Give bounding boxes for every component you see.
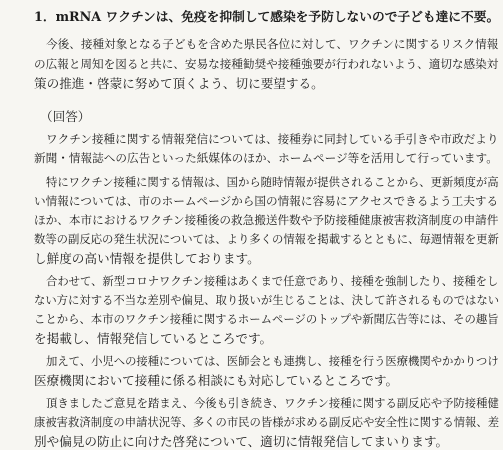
answer-p2-line-1: 特にワクチン接種に関する情報は、国から随時情報が提供されることから、更新頻度が高 (46, 175, 499, 189)
request-line-2: の広報と周知を図ると共に、安易な接種勧奨や接種強要が行われないよう、適切な感染対 (34, 57, 499, 71)
answer-p4-line-2: 医療機関において接種に係る相談にも対応しているところです。 (34, 373, 399, 388)
answer-label: （回答） (40, 109, 91, 124)
section-heading: 1．mRNA ワクチンは、免疫を抑制して感染を予防しないので子ども達に不要。 (34, 9, 500, 24)
answer-p2-line-4: 数等の副反応の発生状況については、より多くの情報を掲載するとともに、毎週情報を更新 (34, 232, 499, 246)
answer-p5-line-3: 別や偏見の防止に向けた啓発について、適切に情報発信してまいります。 (34, 434, 449, 449)
answer-p5-line-1: 頂きましたご意見を踏まえ、今後も引き続き、ワクチン接種に関する副反応や予防接種健 (46, 396, 499, 410)
request-line-3: 策の推進・啓蒙に努めて頂くよう、切に要望する。 (34, 76, 324, 91)
answer-p2-line-5: し鮮度の高い情報を提供しております。 (34, 251, 260, 266)
answer-p3-line-2: ない方に対する不当な差別や偏見、取り扱いが生じることは、決して許されるものではない (34, 293, 500, 307)
answer-p3-line-4: を掲載し、情報発信しているところです。 (34, 331, 273, 346)
request-line-1: 今後、接種対象となる子どもを含めた県民各位に対して、ワクチンに関するリスク情報 (46, 37, 499, 51)
answer-p3-line-1: 合わせて、新型コロナワクチン接種はあくまで任意であり、接種を強制したり、接種をし (46, 274, 499, 288)
answer-p1-line-2: 新聞・情報誌への広告といった紙媒体のほか、ホームページ等を活用して行っています。 (34, 151, 498, 165)
answer-p2-line-2: い情報については、市のホームページから国の情報に容易にアクセスできるよう工夫する (34, 194, 499, 208)
answer-p3-line-3: ことから、本市のワクチン接種に関するホームページのトップや新聞広告等には、その趣旨 (34, 312, 499, 326)
answer-p1-line-1: ワクチン接種に関する情報発信については、接種券に同封している手引きや市政だより (46, 132, 499, 146)
answer-p2-line-3: ほか、本市におけるワクチン接種後の救急搬送件数や予防接種健康被害救済制度の申請件 (34, 213, 499, 227)
answer-p4-line-1: 加えて、小児への接種については、医師会とも連携し、接種を行う医療機関やかかりつけ (46, 354, 499, 368)
answer-p5-line-2: 康被害救済制度の申請状況等、多くの市民の皆様が求める副反応や安全性に関する情報、差 (34, 415, 500, 429)
